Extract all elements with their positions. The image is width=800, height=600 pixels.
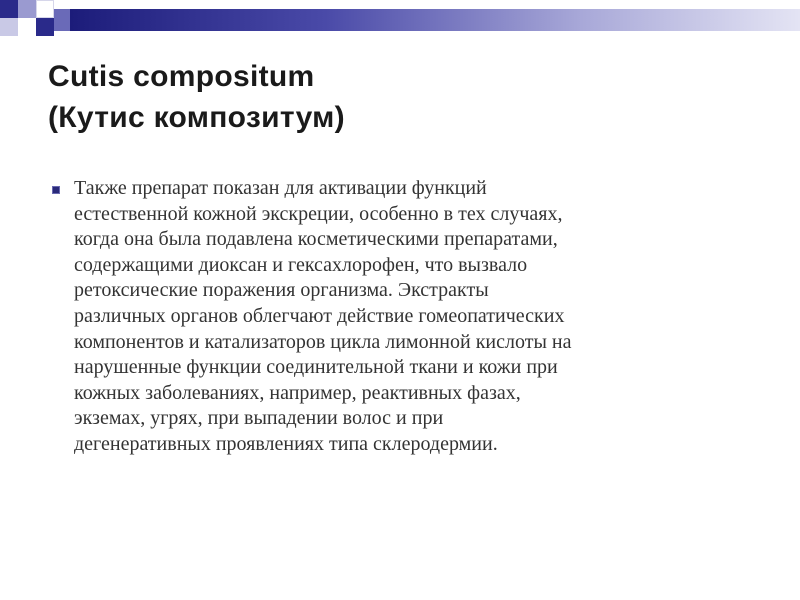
- text-line: различных органов облегчают действие гомеопатических: [74, 304, 565, 327]
- slide-content: [52, 176, 762, 458]
- text-line: компонентов и катализаторов цикла лимонной кислоты на: [74, 330, 572, 353]
- gradient-stripe: [70, 9, 800, 31]
- text-line: Также препарат показан для активации функций: [74, 177, 487, 199]
- decorative-square: [54, 9, 70, 31]
- bullet-item: [52, 176, 762, 458]
- text-line: естественной кожной экскреции, особенно в тех случаях,: [74, 202, 563, 225]
- decorative-square: [0, 18, 18, 36]
- text-line: когда она была подавлена косметическими препаратами,: [74, 228, 558, 251]
- decorative-square: [18, 18, 36, 36]
- decorative-square: [18, 0, 36, 18]
- square-bullet-icon: [52, 186, 60, 194]
- text-line: экземах, угрях, при выпадении волос и при: [74, 407, 444, 430]
- text-line: ретоксические поражения организма. Экстракты: [74, 279, 489, 302]
- text-line: кожных заболеваниях, например, реактивных фазах,: [74, 381, 521, 404]
- bullet-text: [74, 176, 571, 458]
- text-line: содержащими диоксан и гексахлорофен, что вызвало: [74, 253, 528, 276]
- decorative-square: [36, 0, 54, 18]
- title-line: (Кутис композитум): [48, 101, 345, 134]
- decorative-square: [36, 18, 54, 36]
- decorative-header-bar: [0, 0, 800, 40]
- title-line: Cutis compositum: [48, 60, 315, 93]
- slide-title: [48, 56, 748, 138]
- text-line: нарушенные функции соединительной ткани и кожи при: [74, 356, 558, 379]
- decorative-square: [0, 0, 18, 18]
- text-line: дегенеративных проявлениях типа склеродермии.: [74, 432, 498, 455]
